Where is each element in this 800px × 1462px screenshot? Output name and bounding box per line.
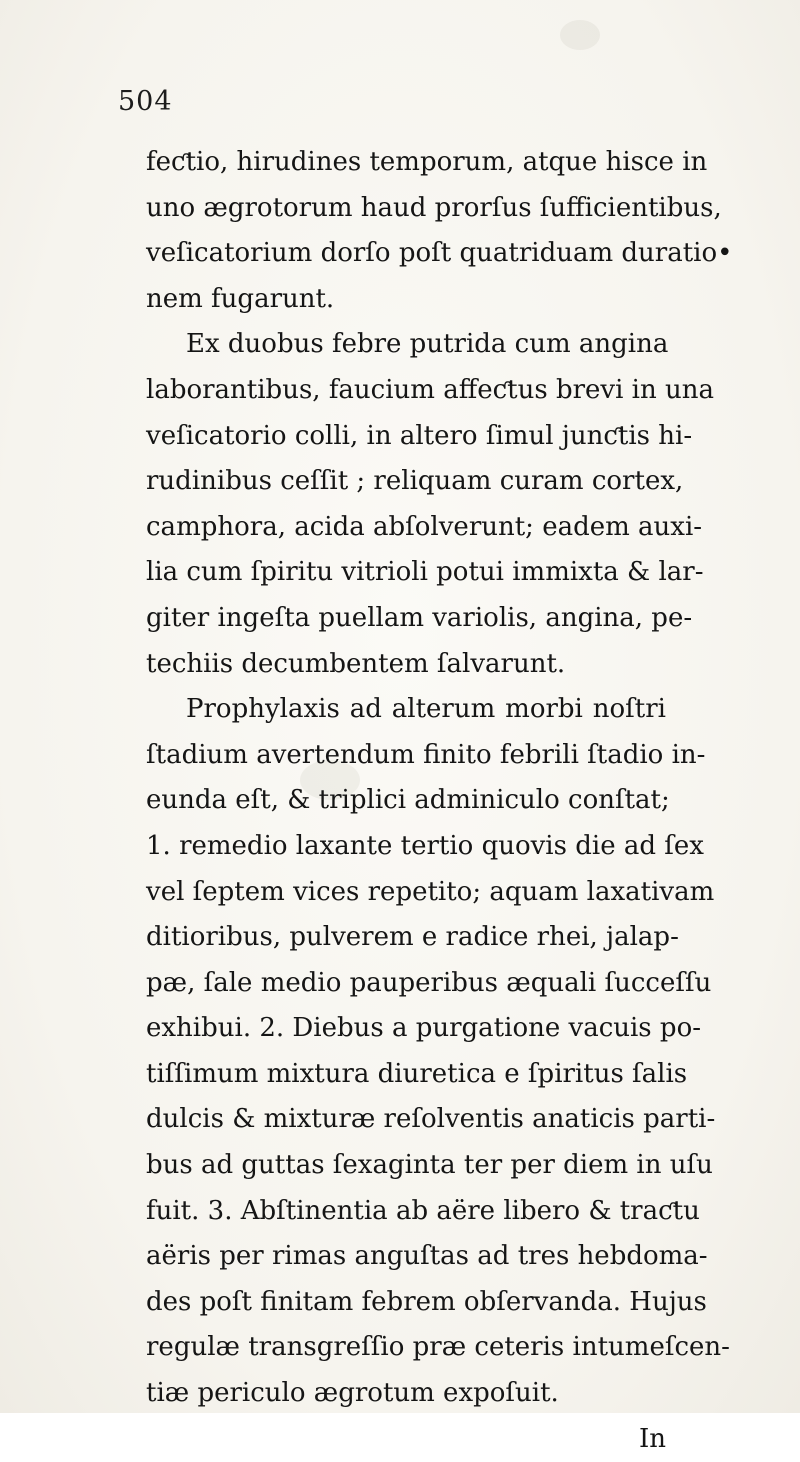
text-line: pæ, ſale medio pauperibus æquali ſucceſſu — [146, 967, 712, 998]
text-line: uno ægrotorum haud prorſus ſufficientibus, — [146, 192, 722, 223]
text-line: fuit. 3. Abſtinentia ab aëre libero & traƈtu — [146, 1195, 700, 1226]
text-line: camphora, acida abſolverunt; eadem auxi- — [146, 511, 703, 542]
text-line: des poſt finitam febrem obſervanda. Hujus — [146, 1286, 707, 1317]
text-line: tiæ periculo ægrotum expoſuit. — [146, 1378, 559, 1409]
text-line: lia cum ſpiritu vitrioli potui immixta & lar- — [146, 557, 704, 588]
text-line: giter ingeſta puellam variolis, angina, pe- — [146, 602, 693, 633]
text-line: aëris per rimas anguſtas ad tres hebdoma- — [146, 1241, 708, 1272]
text-line: dulcis & mixturæ reſolventis anaticis parti- — [146, 1104, 716, 1135]
text-line: 1. remedio laxante tertio quovis die ad ſex — [146, 830, 704, 861]
text-line: laborantibus, faucium affeƈtus brevi in una — [146, 374, 714, 405]
text-line: feƈtio, hirudines temporum, atque hisce in — [146, 147, 708, 177]
body-text — [146, 140, 733, 1462]
text-line: tiſſimum mixtura diuretica e ſpiritus ſalis — [146, 1058, 688, 1089]
text-line: vel ſeptem vices repetito; aquam laxativam — [146, 876, 715, 907]
text-line: techiis decumbentem ſalvarunt. — [146, 648, 566, 679]
text-line: exhibui. 2. Diebus a purgatione vacuis po- — [146, 1013, 702, 1044]
text-line: regulæ transgreſſio præ ceteris intumeſcen- — [146, 1332, 730, 1363]
text-line: bus ad guttas ſexaginta ter per diem in uſu — [146, 1150, 713, 1181]
text-line: ſtadium avertendum finito febrili ſtadio in- — [146, 739, 706, 770]
text-line: nem fugarunt. — [146, 283, 335, 314]
text-line: veſicatorio colli, in altero ſimul junƈtis hi- — [146, 420, 693, 451]
paper-stain — [560, 20, 600, 50]
paragraph-start-line: Ex duobus febre putrida cum angina — [186, 329, 669, 360]
paragraph-start-line: Prophylaxis ad alterum morbi noſtri — [186, 694, 666, 725]
catchword: In — [638, 1423, 666, 1454]
text-line: ditioribus, pulverem e radice rhei, jalap- — [146, 922, 679, 953]
text-line: veſicatorium dorſo poſt quatriduam duratio• — [146, 238, 733, 269]
page-number: 504 — [118, 86, 173, 117]
text-line: rudinibus ceſſit ; reliquam curam cortex, — [146, 466, 684, 497]
text-line: eunda eſt, & triplici adminiculo conſtat; — [146, 785, 670, 816]
